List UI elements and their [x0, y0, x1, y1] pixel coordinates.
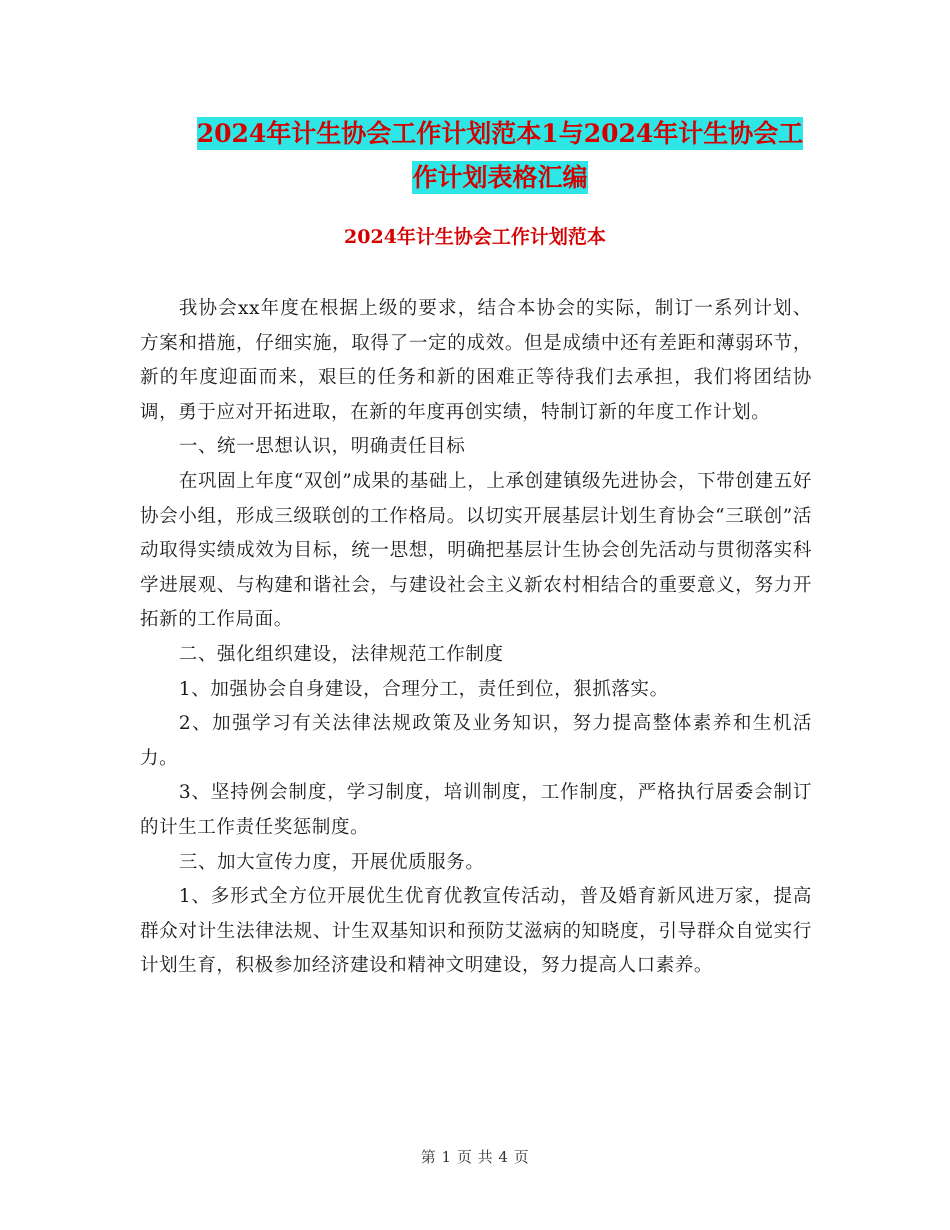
list-item-2-1: 1、加强协会自身建设，合理分工，责任到位，狠抓落实。 — [178, 678, 669, 700]
heading-1: 一、统一思想认识，明确责任目标 — [178, 436, 466, 458]
paragraph-intro: 我协会xx年度在根据上级的要求，结合本协会的实际，制订一系列计划、方案和措施，仔细实施，取得了一定的成效。但是成绩中还有差距和薄弱环节，新的年度迎面而来，艰巨的任务和新的困难正等待我们去承担，我们将团结协调，勇于应对开拓进取，在新的年度再创实绩，特制订新的年度工作计划。 — [140, 298, 812, 423]
list-item-3-1: 1、多形式全方位开展优生优育优教宣传活动，普及婚育新风进万家，提高群众对计生法律法规、计生双基知识和预防艾滋病的知晓度，引导群众自觉实行计划生育，积极参加经济建设和精神文明建设，努力提高人口素养。 — [140, 886, 812, 977]
document-title — [140, 112, 860, 200]
list-item-2-2: 2、加强学习有关法律法规政策及业务知识，努力提高整体素养和生机活力。 — [140, 713, 812, 769]
section-title: 2024年计生协会工作计划范本 — [344, 226, 606, 248]
title-line-1: 2024年计生协会工作计划范本1与2024年计生协会工 — [196, 119, 804, 148]
heading-3: 三、加大宣传力度，开展优质服务。 — [178, 851, 485, 873]
document-body — [140, 292, 812, 984]
heading-2: 二、强化组织建设，法律规范工作制度 — [178, 643, 504, 665]
paragraph-1: 在巩固上年度“双创”成果的基础上，上承创建镇级先进协会，下带创建五好协会小组，形成三级联创的工作格局。以切实开展基层计划生育协会“三联创”活动取得实绩成效为目标，统一思想，明确把基层计生协会创先活动与贯彻落实科学进展观、与构建和谐社会，与建设社会主义新农村相结合的重要意义，努力开拓新的工作局面。 — [140, 470, 812, 631]
title-line-2: 作计划表格汇编 — [412, 163, 588, 192]
list-item-2-3: 3、坚持例会制度，学习制度，培训制度，工作制度，严格执行居委会制订的计生工作责任奖惩制度。 — [140, 782, 812, 838]
page-footer: 第 1 页 共 4 页 — [420, 1148, 530, 1166]
